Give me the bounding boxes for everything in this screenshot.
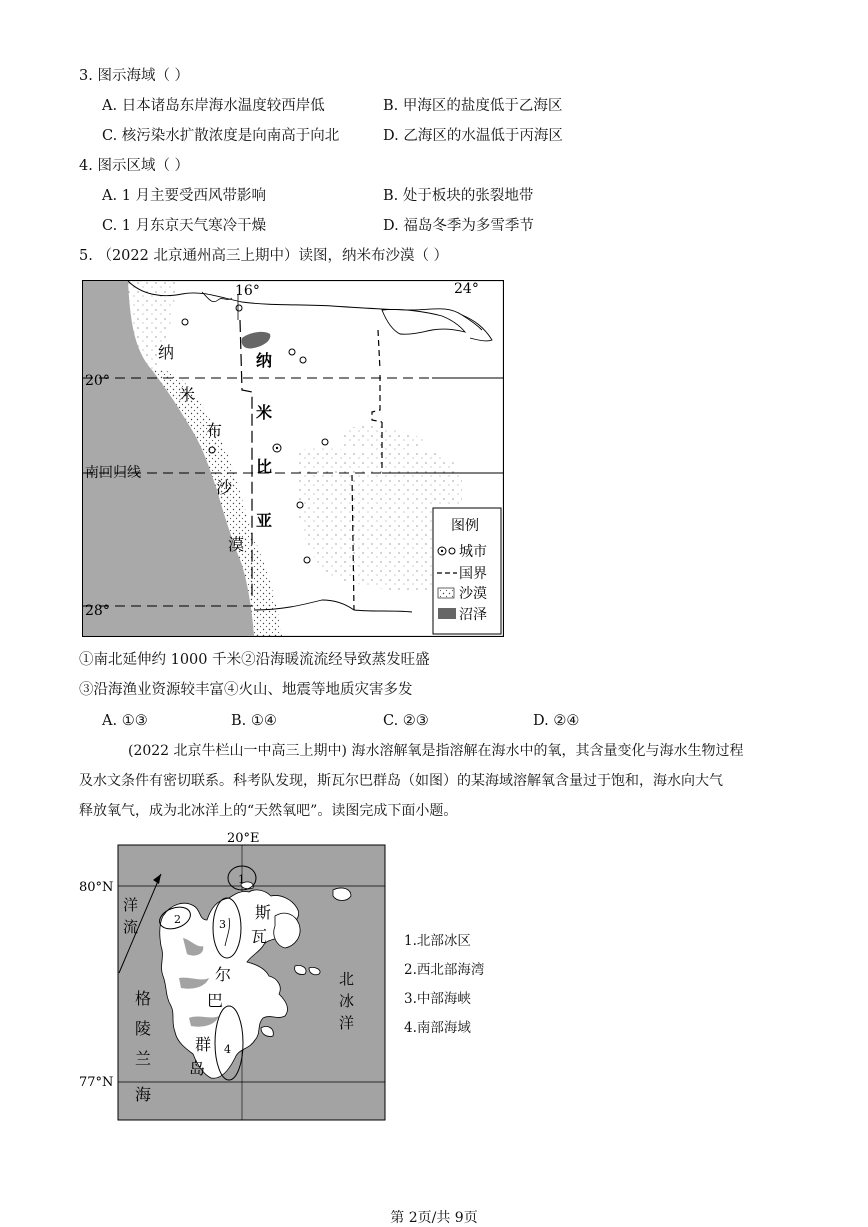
tropic-label: 南回归线 (85, 465, 141, 481)
legend-city: 城市 (459, 544, 487, 560)
svalbard-map (79, 828, 389, 1123)
area-2-number: 2 (174, 913, 181, 926)
map2-legend-1: 1.北部冰区 (404, 933, 471, 949)
map2-legend-3: 3.中部海峡 (404, 991, 471, 1007)
q3-option-d: D. 乙海区的水温低于丙海区 (383, 128, 563, 144)
area-3-number: 3 (219, 918, 226, 931)
lon-24-label: 24° (454, 281, 479, 297)
lat-77n-label: 77°N (79, 1075, 114, 1090)
greenland-char-4: 海 (135, 1085, 152, 1104)
lon-16-label: 16° (235, 283, 260, 299)
q3-stem: 3. 图示海域（ ） (79, 68, 190, 84)
map2-legend-2: 2.西北部海湾 (404, 962, 485, 978)
lat-28-label: 28° (85, 603, 110, 619)
desert-char-4: 沙 (216, 478, 233, 497)
desert-char-2: 米 (179, 385, 196, 404)
q5-option-d: D. ②④ (533, 713, 580, 729)
greenland-char-1: 格 (135, 989, 152, 1008)
greenland-char-2: 陵 (135, 1019, 152, 1038)
page-footer: 第 2页/共 9页 (390, 1210, 478, 1226)
area-1-number: 1 (238, 873, 245, 886)
q5-option-a: A. ①③ (102, 713, 148, 729)
q4-stem: 4. 图示区域（ ） (79, 158, 190, 174)
q4-option-d: D. 福岛冬季为多雪季节 (383, 218, 534, 234)
q4-option-b: B. 处于板块的张裂地带 (383, 188, 534, 204)
current-char-2: 流 (123, 918, 139, 936)
q5-statement-1: ①南北延伸约 1000 千米②沿海暖流流经导致蒸发旺盛 (79, 652, 430, 668)
q4-option-a: A. 1 月主要受西风带影响 (102, 188, 267, 204)
greenland-char-3: 兰 (135, 1049, 152, 1068)
q5-stem: 5. （2022 北京通州高三上期中）读图，纳米布沙漠（ ） (79, 248, 449, 264)
legend-desert: 沙漠 (459, 586, 487, 602)
area-4-number: 4 (224, 1043, 231, 1056)
passage-line-2: 及水文条件有密切联系。科考队发现，斯瓦尔巴群岛（如图）的某海域溶解氧含量过于饱和，海水向大气 (79, 773, 723, 789)
lat-80n-label: 80°N (79, 880, 114, 895)
island-char-2: 瓦 (251, 927, 268, 946)
desert-char-3: 布 (206, 421, 223, 440)
q3-option-a: A. 日本诸岛东岸海水温度较西岸低 (102, 98, 325, 114)
q5-option-b: B. ①④ (231, 713, 277, 729)
country-char-4: 亚 (256, 511, 273, 530)
desert-char-5: 漠 (228, 535, 245, 554)
island-char-6: 岛 (189, 1059, 206, 1078)
namib-map (82, 280, 504, 637)
map2-legend-4: 4.南部海域 (404, 1020, 471, 1036)
current-char-1: 洋 (123, 896, 139, 914)
legend-swamp: 沼泽 (459, 607, 487, 623)
island-char-1: 斯 (255, 903, 272, 922)
q5-statement-2: ③沿海渔业资源较丰富④火山、地震等地质灾害多发 (79, 682, 413, 698)
country-char-3: 比 (256, 457, 273, 476)
q5-option-c: C. ②③ (383, 713, 429, 729)
legend-title: 图例 (451, 518, 479, 534)
country-char-2: 米 (256, 403, 273, 422)
passage-line-3: 释放氧气，成为北冰洋上的“天然氧吧”。读图完成下面小题。 (79, 803, 458, 819)
arctic-char-3: 洋 (339, 1014, 355, 1032)
arctic-char-2: 冰 (339, 992, 355, 1010)
passage-line-1: (2022 北京牛栏山一中高三上期中) 海水溶解氧是指溶解在海水中的氧，其含量变化与海水生物过程 (128, 743, 744, 759)
island-char-4: 巴 (207, 991, 224, 1010)
desert-char-1: 纳 (158, 343, 175, 362)
lat-20-label: 20° (85, 373, 110, 389)
q3-option-b: B. 甲海区的盐度低于乙海区 (383, 98, 563, 114)
q3-option-c: C. 核污染水扩散浓度是向南高于向北 (102, 128, 340, 144)
lon-20e-label: 20°E (227, 831, 260, 846)
island-char-5: 群 (195, 1035, 212, 1054)
q4-option-c: C. 1 月东京天气寒冷干燥 (102, 218, 267, 234)
legend-border: 国界 (459, 566, 487, 582)
arctic-char-1: 北 (339, 970, 355, 988)
island-char-3: 尔 (215, 965, 232, 984)
map1-legend (433, 508, 501, 634)
country-char-1: 纳 (256, 351, 273, 370)
